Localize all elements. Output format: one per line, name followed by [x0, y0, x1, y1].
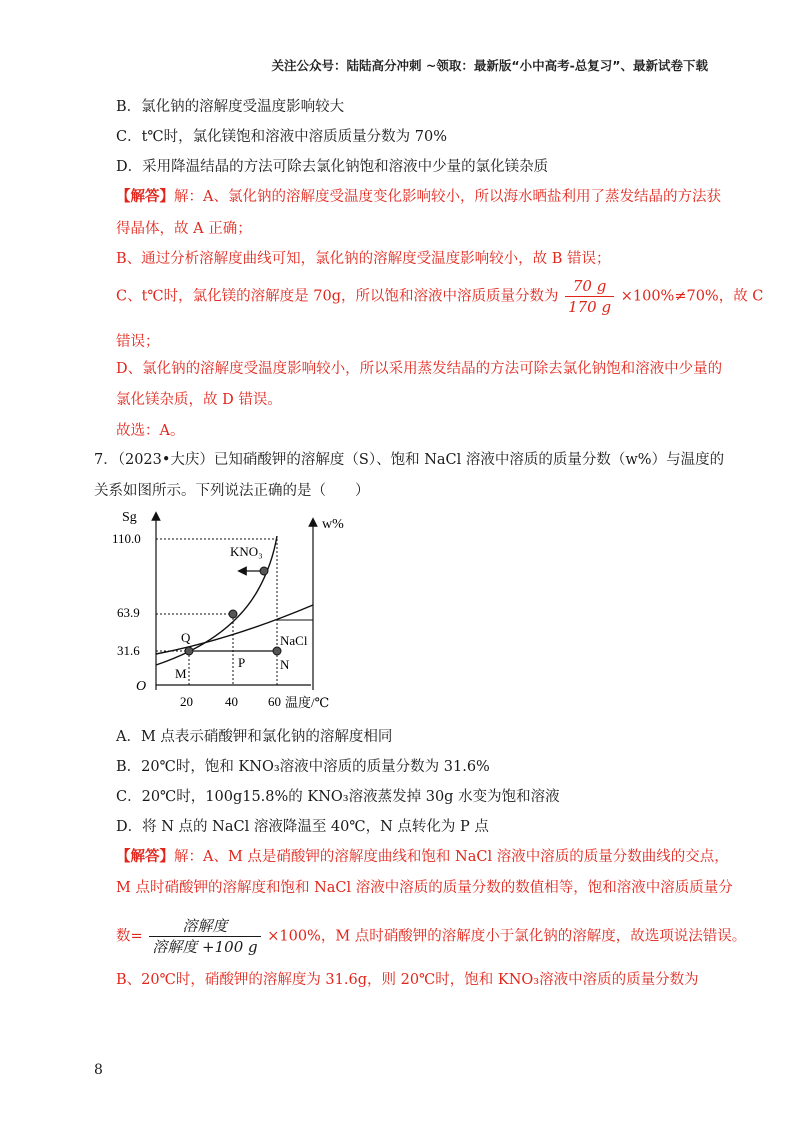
q7-answer-a3: [116, 916, 746, 957]
fraction-denominator: 溶解度 +100 g: [152, 938, 258, 956]
fraction: [565, 276, 614, 317]
q6-answer-b: B、通过分析溶解度曲线可知，氯化钠的溶解度受温度影响较小，故 B 错误；: [116, 251, 611, 267]
fraction-numerator: 溶解度: [149, 916, 260, 937]
point-kno3-40: [229, 610, 237, 618]
series-nacl-label: NaCl: [280, 633, 308, 648]
solubility-chart: [110, 505, 350, 715]
q6-final-answer: 故选：A。: [116, 423, 185, 439]
answer-tag: 【解答】: [116, 848, 174, 865]
answer-text: ×100%≠70%，故 C: [620, 288, 764, 305]
x-tick-60: 60: [268, 694, 281, 709]
point-n-label: N: [280, 657, 290, 672]
page-number: 8: [94, 1062, 103, 1078]
answer-text: 解：A、M 点是硝酸钾的溶解度曲线和饱和 NaCl 溶液中溶质的质量分数曲线的交点，: [174, 849, 729, 865]
x-axis-label: 温度/℃: [285, 695, 330, 710]
q7-option-b: B．20℃时，饱和 KNO₃溶液中溶质的质量分数为 31.6%: [116, 759, 490, 775]
y-axis-right-label: w%: [322, 517, 344, 532]
q6-option-d: D．采用降温结晶的方法可除去氯化钠饱和溶液中少量的氯化镁杂质: [116, 159, 549, 175]
q6-answer-d2: 氯化镁杂质，故 D 错误。: [116, 392, 282, 408]
point-m-label: M: [175, 666, 187, 681]
series-kno3-label: KNO₃: [230, 544, 263, 559]
point-kno3-upper: [260, 567, 268, 575]
answer-text: 数=: [116, 928, 143, 945]
point-n: [273, 647, 281, 655]
y-tick-31-6: 31.6: [117, 643, 140, 658]
q6-answer-a1: [116, 187, 721, 207]
answer-tag: 【解答】: [116, 188, 174, 205]
q6-option-b: B．氯化钠的溶解度受温度影响较大: [116, 99, 345, 115]
q6-answer-a2: 得晶体，故 A 正确；: [116, 221, 252, 237]
q7-answer-a1: [116, 847, 729, 867]
q7-stem-2: 关系如图所示。下列说法正确的是（ ）: [94, 483, 370, 499]
q7-answer-b1: B、20℃时，硝酸钾的溶解度为 31.6g，则 20℃时，饱和 KNO₃溶液中溶质的质量分数为: [116, 972, 699, 988]
answer-text: C、t℃时，氯化镁的溶解度是 70g，所以饱和溶液中溶质质量分数为: [116, 288, 559, 305]
x-tick-20: 20: [180, 694, 193, 709]
y-tick-110: 110.0: [112, 531, 141, 546]
page-header: 关注公众号：陆陆高分冲刺 ~领取：最新版“小中高考-总复习”、最新试卷下载: [271, 58, 708, 73]
fraction: [149, 916, 260, 957]
y-tick-63-9: 63.9: [117, 605, 140, 620]
q6-answer-c2: 错误；: [116, 334, 160, 350]
q7-answer-a2: M 点时硝酸钾的溶解度和饱和 NaCl 溶液中溶质的质量分数的数值相等，饱和溶液中溶质质量分: [116, 880, 733, 896]
y-axis-left-label: Sg: [122, 510, 137, 525]
fraction-denominator: 170 g: [568, 298, 612, 316]
x-tick-40: 40: [225, 694, 238, 709]
q6-option-c: C．t℃时，氯化镁饱和溶液中溶质质量分数为 70%: [116, 129, 447, 145]
answer-text: ×100%，M 点时硝酸钾的溶解度小于氯化钠的溶解度，故选项说法错误。: [267, 928, 747, 945]
q7-option-c: C．20℃时，100g15.8%的 KNO₃溶液蒸发掉 30g 水变为饱和溶液: [116, 789, 560, 805]
q7-option-a: A．M 点表示硝酸钾和氯化钠的溶解度相同: [116, 729, 393, 745]
point-p-label: P: [238, 655, 246, 670]
fraction-numerator: 70 g: [565, 276, 614, 297]
q7-stem-1: 7．（2023•大庆）已知硝酸钾的溶解度（S）、饱和 NaCl 溶液中溶质的质量分数（w%）与温度的: [94, 452, 725, 468]
q7-option-d: D．将 N 点的 NaCl 溶液降温至 40℃，N 点转化为 P 点: [116, 819, 489, 835]
point-q-label: Q: [181, 630, 191, 645]
point-q: [185, 647, 193, 655]
q6-answer-d1: D、氯化钠的溶解度受温度影响较小，所以采用蒸发结晶的方法可除去氯化钠饱和溶液中少量的: [116, 361, 723, 377]
q6-answer-c: [116, 276, 763, 317]
answer-text: 解：A、氯化钠的溶解度受温度变化影响较小，所以海水晒盐利用了蒸发结晶的方法获: [174, 189, 721, 205]
origin-label: O: [136, 679, 147, 694]
